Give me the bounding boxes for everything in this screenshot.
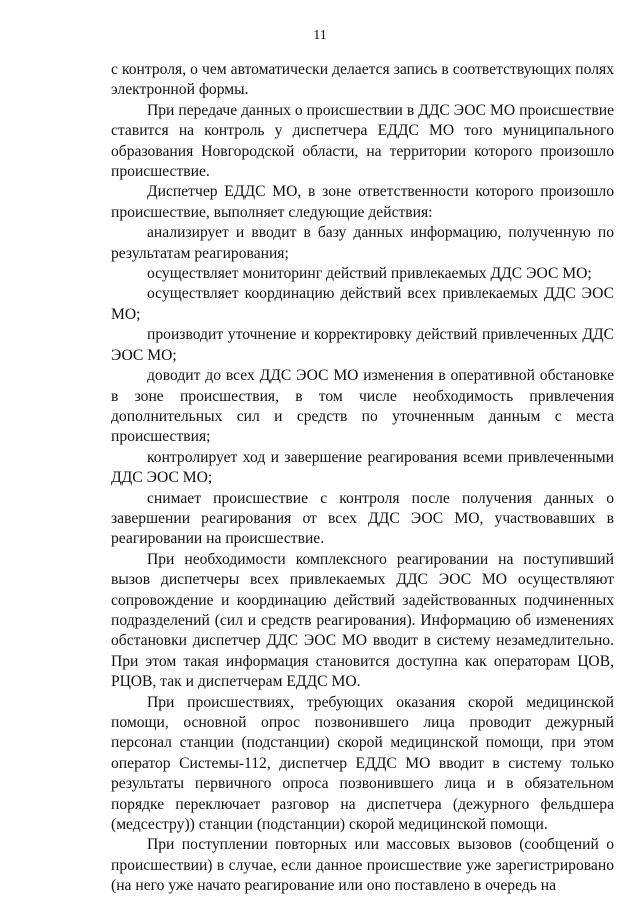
page-number: 11 [313, 28, 327, 43]
paragraph-repeated-calls: При поступлении повторных или массовых вызовов (сообщений о происшествии) в случае, если данное происшествие уже зарегистрировано (на него уже начато реагирование или оно поставлено в очередь на [111, 836, 614, 895]
list-item-remove-from-control: снимает происшествие с контроля после получения данных о завершении реагирования от всех ДДС ЭОС МО, участвовавших в реагировании на происшествие. [111, 489, 614, 548]
list-item-monitoring: осуществляет мониторинг действий привлекаемых ДДС ЭОС МО; [147, 265, 592, 283]
paragraph-medical-assistance: При происшествиях, требующих оказания скорой медицинской помощи, основной опрос позвонившего лица проводит дежурный персонал станции (подстанции) скорой медицинской помощи, при этом оператор Системы-112, диспетчер ЕДДС МО вводит в систему только результаты первичного опроса позвонившего лица и в обязательном порядке переключает разговор на диспетчера (дежурного фельдшера (медсестру)) станции (подстанции) скорой медицинской помощи. [111, 693, 614, 834]
paragraph-transfer-to-control: При передаче данных о происшествии в ДДС ЭОС МО происшествие ставится на контроль у диспетчера ЕДДС МО того муниципального образования Новгородской области, на территории которого произошло происшествие. [111, 101, 614, 181]
list-item-changes-notification: доводит до всех ДДС ЭОС МО изменения в оперативной обстановке в зоне происшествия, в том числе необходимость привлечения дополнительных сил и средств по уточненным данным с места происшествия; [111, 367, 614, 446]
paragraph-complex-response: При необходимости комплексного реагировании на поступивший вызов диспетчеры всех привлекаемых ДДС ЭОС МО осуществляют сопровождение и координацию действий задействованных подчиненных подразделений (сил и средств реагирования). Информацию об изменениях обстановки диспетчер ДДС ЭОС МО вводит в систему незамедлительно. При этом такая информация становится доступна как операторам ЦОВ, РЦОВ, так и диспетчерам ЕДДС МО. [111, 550, 614, 691]
list-item-response-control: контролирует ход и завершение реагирования всеми привлеченными ДДС ЭОС МО; [111, 448, 614, 487]
list-item-clarification: производит уточнение и корректировку действий привлеченных ДДС ЭОС МО; [111, 326, 614, 364]
list-item-analyze: анализирует и вводит в базу данных информацию, полученную по результатам реагирования; [111, 224, 614, 262]
list-item-coordination: осуществляет координацию действий всех привлекаемых ДДС ЭОС МО; [111, 285, 614, 323]
document-body [111, 60, 614, 897]
paragraph-dispatcher-actions-intro: Диспетчер ЕДДС МО, в зоне ответственности которого произошло происшествие, выполняет следующие действия: [111, 183, 614, 221]
paragraph-continuation: с контроля, о чем автоматически делается запись в соответствующих полях электронной формы. [111, 61, 614, 99]
